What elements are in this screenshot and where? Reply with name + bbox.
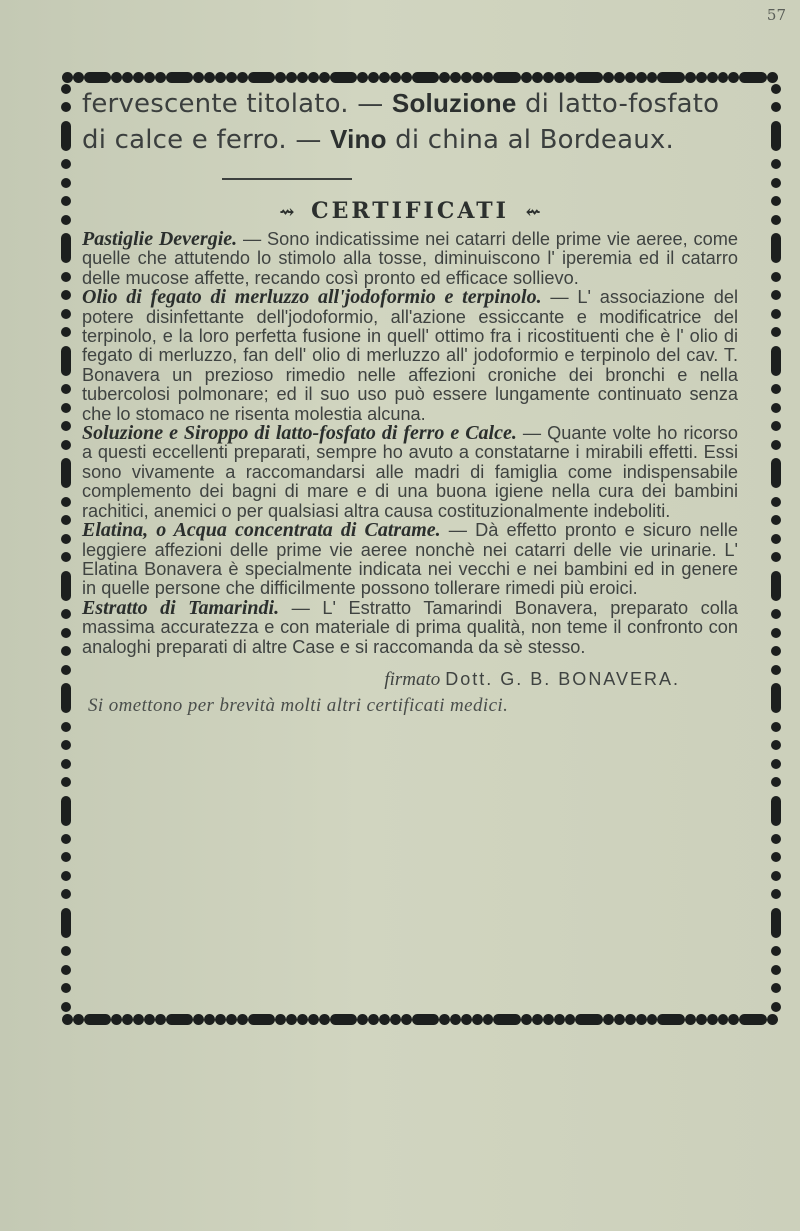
border-ornament-dot [61, 871, 71, 881]
paragraph-body: — L' associazione del potere disinfettante dell'jodoformio, all'azione essiccante e modificatrice del terpinolo, e la loro perfetta fusione in quell' ottimo fra i ricostituenti che è l' olio di fegato di merluzzo, fan dell' olio di merluzzo all' jodoformio e terpinolo del cav. T. Bonavera un prezioso rimedio nelle affezioni croniche dei bronchi e nella tubercolosi polmonare; ed il suo uso può essere lungamente continuato senza che lo stomaco ne risenta molestia alcuna. [82, 287, 738, 424]
border-ornament-dot [111, 72, 122, 83]
border-ornament-dot [461, 72, 472, 83]
left-arrow-ornament-icon: ⇝ [279, 201, 295, 223]
border-ornament-dash [166, 72, 194, 83]
border-ornament-dot [61, 178, 71, 188]
border-ornament-dot [771, 628, 781, 638]
border-ornament-dash [248, 1014, 276, 1025]
border-ornament-dot [614, 1014, 625, 1025]
lead-title: Elatina, o Acqua concentrata di Catrame. [82, 519, 441, 542]
border-ornament-dot [718, 1014, 729, 1025]
border-ornament-dash [493, 1014, 521, 1025]
border-ornament-dot [308, 1014, 319, 1025]
border-ornament-dot [61, 834, 71, 844]
border-ornament-dot [401, 72, 412, 83]
border-ornament-dot [61, 309, 71, 319]
border-ornament-dot [728, 72, 739, 83]
border-ornament-dot [771, 722, 781, 732]
border-ornament-dot [61, 102, 71, 112]
border-ornament-dash [771, 571, 781, 601]
border-ornament-dot [61, 609, 71, 619]
intro-bold-vino: Vino [330, 124, 387, 154]
border-ornament-dash [493, 72, 521, 83]
border-ornament-dot [357, 72, 368, 83]
border-ornament-dot [226, 72, 237, 83]
border-ornament-dot [543, 72, 554, 83]
border-ornament-dot [771, 759, 781, 769]
border-ornament-dot [685, 1014, 696, 1025]
border-ornament-dot [771, 159, 781, 169]
certificate-pastiglie [82, 230, 738, 288]
border-ornament-dot [111, 1014, 122, 1025]
border-ornament-dot [390, 1014, 401, 1025]
signature-name: Dott. G. B. BONAVERA. [445, 668, 680, 689]
border-ornament-dot [771, 440, 781, 450]
border-ornament-dot [472, 72, 483, 83]
border-ornament-dot [61, 889, 71, 899]
border-ornament-dot [439, 72, 450, 83]
ornamental-border-right [770, 84, 782, 1012]
border-ornament-dot [73, 72, 84, 83]
border-ornament-dot [204, 72, 215, 83]
border-ornament-dot [771, 196, 781, 206]
divider-rule [222, 178, 352, 180]
certificate-tamarindi [82, 596, 739, 657]
border-ornament-dot [61, 965, 71, 975]
border-ornament-dot [368, 1014, 379, 1025]
border-ornament-dot [357, 1014, 368, 1025]
certificate-olio [82, 288, 738, 424]
border-ornament-dot [61, 740, 71, 750]
border-ornament-dash [61, 796, 71, 826]
border-ornament-dot [61, 384, 71, 394]
paragraph-body: — Sono indicatissime nei catarri delle prime vie aeree, come quelle che attutendo lo stimolo alla tosse, diminuiscono l' iperemia ed il catarro delle mucose affette, recando così pronto ed efficace sollievo. [82, 229, 738, 288]
heading-title: CERTIFICATI [311, 198, 509, 224]
certificate-soluzione [82, 424, 738, 521]
border-ornament-dash [166, 1014, 194, 1025]
border-ornament-dot [771, 871, 781, 881]
border-ornament-dot [636, 1014, 647, 1025]
lead-title: Soluzione e Siroppo di latto-fosfato di ferro e Calce. [82, 422, 517, 445]
border-ornament-dot [61, 215, 71, 225]
border-ornament-dot [61, 646, 71, 656]
border-ornament-dot [771, 327, 781, 337]
border-ornament-dot [554, 72, 565, 83]
border-ornament-dot [707, 1014, 718, 1025]
intro-part-3: di china al Bordeaux. [386, 125, 674, 155]
border-ornament-dot [771, 102, 781, 112]
border-ornament-dot [237, 72, 248, 83]
border-ornament-dash [575, 72, 603, 83]
border-ornament-dot [61, 946, 71, 956]
border-ornament-dot [483, 1014, 494, 1025]
border-ornament-dot [379, 72, 390, 83]
border-ornament-dot [297, 72, 308, 83]
border-ornament-dot [390, 72, 401, 83]
omission-note: Si omettono per brevità molti altri certificati medici. [88, 694, 509, 716]
border-ornament-dash [771, 233, 781, 263]
border-ornament-dash [771, 458, 781, 488]
border-ornament-dash [84, 1014, 112, 1025]
border-ornament-dot [215, 1014, 226, 1025]
border-ornament-dash [61, 683, 71, 713]
border-ornament-dot [286, 72, 297, 83]
border-ornament-dot [728, 1014, 739, 1025]
border-ornament-dot [603, 1014, 614, 1025]
border-ornament-dot [647, 72, 658, 83]
border-ornament-dash [412, 1014, 440, 1025]
border-ornament-dot [625, 72, 636, 83]
border-ornament-dot [61, 665, 71, 675]
border-ornament-dot [771, 84, 781, 94]
border-ornament-dot [771, 983, 781, 993]
border-ornament-dot [133, 1014, 144, 1025]
border-ornament-dot [771, 215, 781, 225]
border-ornament-dot [439, 1014, 450, 1025]
border-ornament-dot [368, 72, 379, 83]
certificate-elatina [82, 521, 738, 599]
border-ornament-dot [685, 72, 696, 83]
border-ornament-dot [771, 178, 781, 188]
border-ornament-dot [543, 1014, 554, 1025]
lead-title: Estratto di Tamarindi. [82, 596, 280, 619]
border-ornament-dot [771, 272, 781, 282]
section-heading [82, 198, 738, 224]
border-ornament-dot [61, 628, 71, 638]
border-ornament-dot [696, 72, 707, 83]
intro-part-2: di latto-fosfato di calce e ferro. — [82, 89, 720, 155]
border-ornament-dot [707, 72, 718, 83]
border-ornament-dot [61, 327, 71, 337]
border-ornament-dash [84, 72, 112, 83]
intro-part-1: fervescente titolato. — [82, 89, 392, 119]
border-ornament-dot [472, 1014, 483, 1025]
border-ornament-dash [61, 458, 71, 488]
border-ornament-dot [521, 72, 532, 83]
border-ornament-dot [625, 1014, 636, 1025]
border-ornament-dash [330, 1014, 358, 1025]
border-ornament-dot [61, 759, 71, 769]
intro-bold-soluzione: Soluzione [391, 88, 517, 118]
border-ornament-dash [657, 1014, 685, 1025]
border-ornament-dash [330, 72, 358, 83]
border-ornament-dot [771, 290, 781, 300]
border-ornament-dot [614, 72, 625, 83]
border-ornament-dot [565, 72, 576, 83]
border-ornament-dot [61, 552, 71, 562]
border-ornament-dot [771, 421, 781, 431]
border-ornament-dash [412, 72, 440, 83]
border-ornament-dot [718, 72, 729, 83]
border-ornament-dash [771, 346, 781, 376]
border-ornament-dot [61, 84, 71, 94]
border-ornament-dot [532, 72, 543, 83]
border-ornament-dot [771, 403, 781, 413]
ornamental-border-left [60, 84, 72, 1012]
border-ornament-dot [62, 72, 73, 83]
border-ornament-dot [771, 852, 781, 862]
border-ornament-dot [193, 72, 204, 83]
lead-title: Olio di fegato di merluzzo all'jodoformio e terpinolo. [82, 286, 542, 309]
border-ornament-dot [771, 609, 781, 619]
intro-text [82, 86, 738, 158]
border-ornament-dot [61, 421, 71, 431]
border-ornament-dot [215, 72, 226, 83]
border-ornament-dot [204, 1014, 215, 1025]
border-ornament-dot [379, 1014, 390, 1025]
border-ornament-dash [657, 72, 685, 83]
border-ornament-dot [696, 1014, 707, 1025]
border-ornament-dot [461, 1014, 472, 1025]
ornamental-border-top [62, 70, 778, 84]
border-ornament-dash [575, 1014, 603, 1025]
border-ornament-dash [61, 121, 71, 151]
border-ornament-dot [297, 1014, 308, 1025]
border-ornament-dot [144, 1014, 155, 1025]
border-ornament-dot [73, 1014, 84, 1025]
signature-line [82, 669, 738, 691]
border-ornament-dash [61, 571, 71, 601]
border-ornament-dot [319, 72, 330, 83]
border-ornament-dot [554, 1014, 565, 1025]
border-ornament-dot [275, 1014, 286, 1025]
paragraph-body: — Dà effetto pronto e sicuro nelle leggiere affezioni delle prime vie aeree nonchè nei catarri delle vie urinarie. L' Elatina Bonavera è specialmente indicata nei vecchi e nei bambini ed in genere in quelle persone che difficilmente possono tollerare rimedi più eroici. [82, 520, 738, 599]
border-ornament-dot [193, 1014, 204, 1025]
document-body [82, 86, 738, 717]
border-ornament-dot [155, 72, 166, 83]
border-ornament-dot [603, 72, 614, 83]
border-ornament-dot [483, 72, 494, 83]
border-ornament-dot [771, 965, 781, 975]
page-number: 57 [766, 6, 786, 24]
border-ornament-dash [771, 796, 781, 826]
ornamental-border-bottom [62, 1012, 778, 1026]
paragraph-body: — L' Estratto Tamarindi Bonavera, preparato colla massima accuratezza e con materiale di prima qualità, non teme il confronto con analoghi preparati di altre Case e si raccomanda da sè stesso. [82, 597, 739, 657]
border-ornament-dot [122, 72, 133, 83]
border-ornament-dot [319, 1014, 330, 1025]
border-ornament-dot [62, 1014, 73, 1025]
border-ornament-dot [565, 1014, 576, 1025]
border-ornament-dot [771, 646, 781, 656]
border-ornament-dot [771, 834, 781, 844]
border-ornament-dash [61, 346, 71, 376]
border-ornament-dot [401, 1014, 412, 1025]
border-ornament-dot [155, 1014, 166, 1025]
border-ornament-dot [771, 946, 781, 956]
border-ornament-dot [521, 1014, 532, 1025]
border-ornament-dot [308, 72, 319, 83]
border-ornament-dot [61, 272, 71, 282]
border-ornament-dot [61, 440, 71, 450]
border-ornament-dot [636, 72, 647, 83]
border-ornament-dot [61, 534, 71, 544]
border-ornament-dot [61, 515, 71, 525]
border-ornament-dash [248, 72, 276, 83]
border-ornament-dash [771, 908, 781, 938]
border-ornament-dot [771, 552, 781, 562]
border-ornament-dot [771, 497, 781, 507]
border-ornament-dot [61, 722, 71, 732]
lead-title: Pastiglie Devergie. [82, 228, 238, 250]
border-ornament-dot [771, 1002, 781, 1012]
border-ornament-dash [771, 683, 781, 713]
border-ornament-dot [771, 665, 781, 675]
border-ornament-dot [61, 1002, 71, 1012]
border-ornament-dot [61, 196, 71, 206]
border-ornament-dot [144, 72, 155, 83]
paragraph-body: — Quante volte ho ricorso a questi eccellenti preparati, sempre ho avuto a constatarne i mirabili effetti. Essi sono vivamente a raccomandarsi alle madri di famiglia come indispensabile complemento dei bagni di mare e di una buona igiene nella cura dei bambini rachitici, anemici o per qualsiasi altra causa costituzionalmente indeboliti. [82, 423, 738, 521]
border-ornament-dot [532, 1014, 543, 1025]
border-ornament-dot [771, 384, 781, 394]
border-ornament-dot [61, 290, 71, 300]
border-ornament-dash [739, 1014, 767, 1025]
border-ornament-dot [61, 852, 71, 862]
border-ornament-dot [237, 1014, 248, 1025]
border-ornament-dot [771, 515, 781, 525]
border-ornament-dot [275, 72, 286, 83]
border-ornament-dot [61, 777, 71, 787]
border-ornament-dot [450, 72, 461, 83]
border-ornament-dash [61, 233, 71, 263]
right-arrow-ornament-icon: ⇜ [525, 201, 541, 223]
border-ornament-dot [61, 403, 71, 413]
border-ornament-dot [226, 1014, 237, 1025]
border-ornament-dot [771, 777, 781, 787]
border-ornament-dash [61, 908, 71, 938]
border-ornament-dot [122, 1014, 133, 1025]
border-ornament-dot [771, 309, 781, 319]
border-ornament-dot [767, 72, 778, 83]
border-ornament-dot [771, 740, 781, 750]
border-ornament-dot [133, 72, 144, 83]
border-ornament-dot [767, 1014, 778, 1025]
border-ornament-dot [450, 1014, 461, 1025]
border-ornament-dot [61, 983, 71, 993]
border-ornament-dash [739, 72, 767, 83]
border-ornament-dot [771, 889, 781, 899]
border-ornament-dot [647, 1014, 658, 1025]
border-ornament-dot [61, 159, 71, 169]
border-ornament-dash [771, 121, 781, 151]
border-ornament-dot [771, 534, 781, 544]
border-ornament-dot [61, 497, 71, 507]
signature-label: firmato [384, 668, 441, 690]
border-ornament-dot [286, 1014, 297, 1025]
